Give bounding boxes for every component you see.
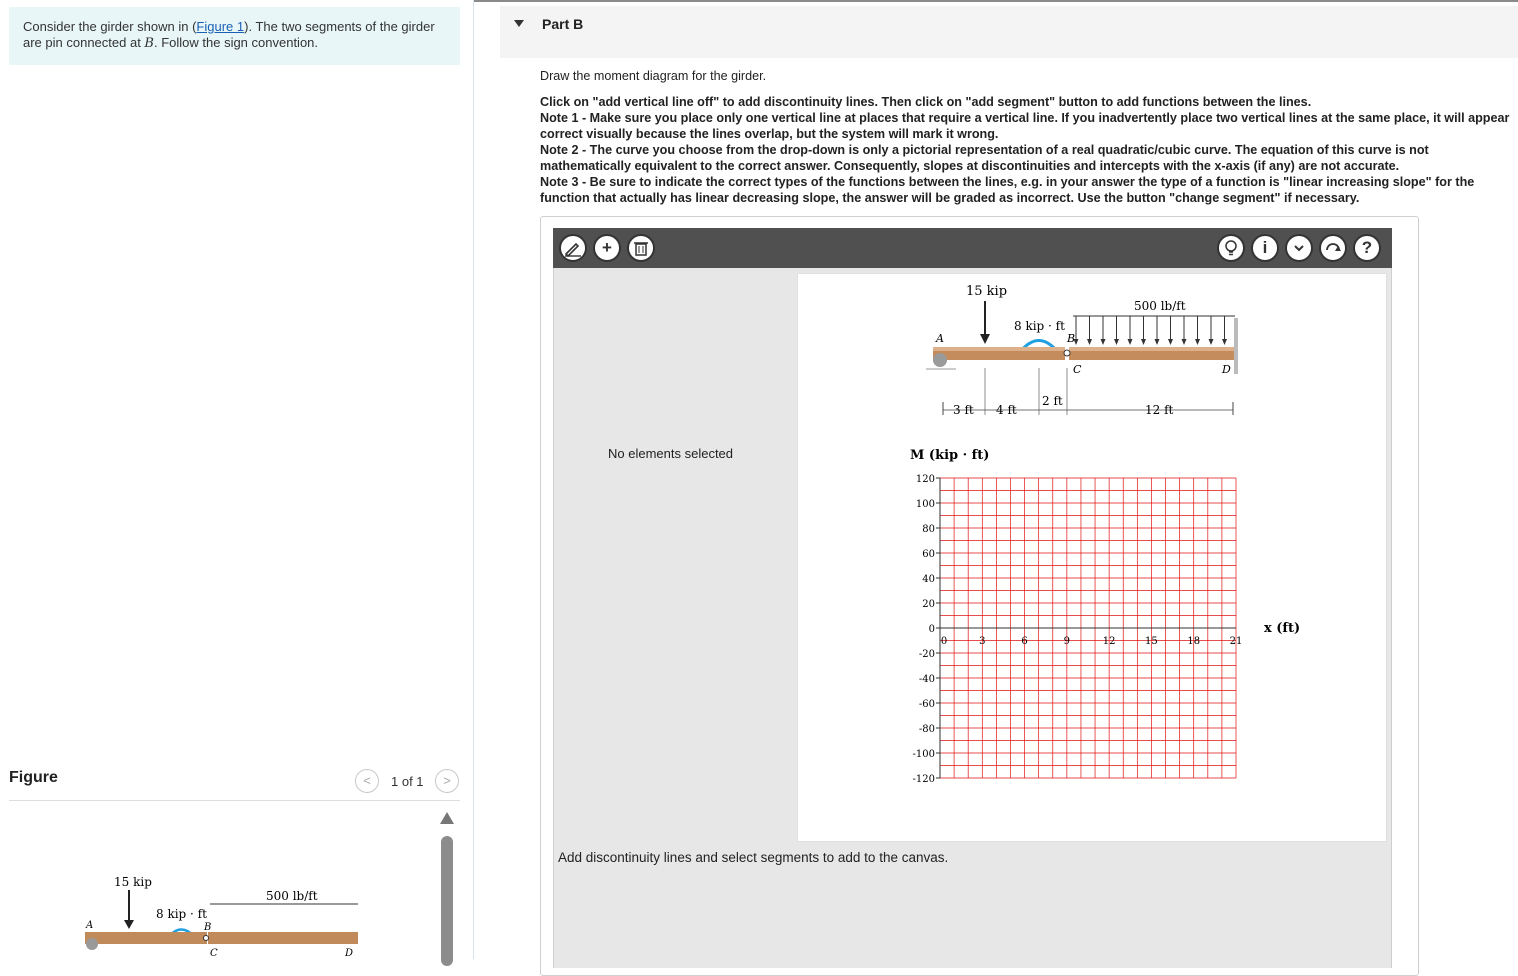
thumb-segment-bd — [208, 932, 358, 944]
intro-text: Consider the girder shown in ( — [23, 19, 197, 34]
girder-figure — [926, 284, 1238, 417]
reset-icon[interactable] — [1319, 234, 1347, 262]
left-panel — [0, 0, 474, 959]
lightbulb-icon[interactable] — [1217, 234, 1245, 262]
help-icon[interactable]: ? — [1353, 234, 1381, 262]
drawing-canvas[interactable] — [797, 273, 1387, 842]
figure-title: Figure — [9, 769, 58, 786]
y-tick-label: -120 — [912, 774, 935, 785]
dim-3ft: 3 ft — [953, 403, 974, 417]
instruction-list — [540, 94, 1512, 206]
thumb-segment-ab — [85, 932, 207, 944]
instruction-1: Click on "add vertical line off" to add discontinuity lines. Then click on "add segment" button to add functions between the lines. — [540, 95, 1312, 109]
thumb-support-a — [86, 938, 98, 950]
pin-b — [1064, 350, 1070, 356]
figure-counter: 1 of 1 — [391, 774, 424, 789]
info-icon[interactable]: i — [1251, 234, 1279, 262]
y-tick-label: 100 — [915, 499, 935, 510]
trash-icon[interactable] — [627, 234, 655, 262]
y-tick-label: 20 — [922, 599, 935, 610]
figure-thumbnail — [60, 870, 390, 959]
x-tick-label: 21 — [1229, 636, 1243, 647]
udl-arrowhead — [1195, 339, 1200, 345]
dim-2ft: 2 ft — [1042, 394, 1063, 408]
x-tick-label: 12 — [1102, 636, 1116, 647]
point-load-label: 15 kip — [966, 284, 1008, 299]
part-label: Part B — [542, 16, 584, 32]
thumb-pin — [204, 936, 209, 941]
graph-xlabel: x (ft) — [1264, 621, 1301, 636]
scrollbar-thumb[interactable] — [441, 836, 453, 966]
selection-status: No elements selected — [608, 446, 734, 461]
intro-text-3: . Follow the sign convention. — [153, 35, 319, 50]
x-tick-label: 0 — [940, 636, 948, 647]
thumb-label-a: A — [86, 920, 94, 931]
thumb-label-c: C — [210, 948, 218, 959]
segment-bd-highlight — [1069, 347, 1234, 351]
udl-arrowhead — [1168, 339, 1173, 345]
x-tick-label: 18 — [1187, 636, 1201, 647]
intro-text-2: ). The two segments of the girder are pin connected at — [23, 19, 435, 50]
drawing-toolbar — [553, 228, 1392, 268]
udl-arrowhead — [1128, 339, 1133, 345]
y-tick-label: 0 — [928, 624, 935, 635]
figure-pager — [355, 769, 460, 793]
canvas-status: Add discontinuity lines and select segments to add to the canvas. — [558, 850, 949, 865]
collapse-caret-icon[interactable] — [514, 20, 524, 27]
label-d: D — [1222, 363, 1231, 376]
graph-grid — [940, 478, 1236, 778]
thumb-couple-label: 8 kip · ft — [156, 907, 207, 921]
y-tick-label: -60 — [918, 699, 935, 710]
figure-divider — [9, 800, 460, 801]
y-tick-label: 40 — [922, 574, 935, 585]
top-border — [474, 0, 1518, 2]
udl-arrowhead — [1182, 339, 1187, 345]
part-header[interactable] — [500, 6, 1518, 58]
udl-arrowhead — [1155, 339, 1160, 345]
thumb-label-d: D — [345, 948, 354, 959]
canvas-svg — [798, 274, 1388, 843]
graph-ylabel: M (kip · ft) — [910, 448, 990, 463]
thumb-dist-label: 500 lb/ft — [266, 889, 318, 903]
distributed-load-label: 500 lb/ft — [1134, 299, 1186, 313]
label-a: A — [936, 332, 944, 345]
pencil-line-icon[interactable] — [559, 234, 587, 262]
dim-12ft: 12 ft — [1145, 403, 1174, 417]
prompt: Draw the moment diagram for the girder. — [540, 69, 767, 83]
y-tick-label: -80 — [918, 724, 935, 735]
wall-support-d — [1234, 318, 1238, 374]
udl-arrowhead — [1209, 339, 1214, 345]
thumb-label-b: B — [204, 922, 212, 933]
support-a — [933, 353, 947, 367]
label-c: C — [1073, 363, 1082, 376]
instruction-3: Note 2 - The curve you choose from the drop-down is only a pictorial representation of a real quadratic/cubic curve. The equation of this curve is not mathematically equivalent to the correct answer. Consequently, slopes at discontinuities and intercepts with the x-axis (if any) are not accurate. — [540, 143, 1429, 173]
thumb-arrow-head — [124, 920, 134, 929]
y-tick-label: -20 — [918, 649, 935, 660]
x-tick-label: 15 — [1145, 636, 1158, 647]
figure-link[interactable]: Figure 1 — [196, 19, 245, 34]
x-tick-label: 6 — [1021, 636, 1028, 647]
instruction-2: Note 1 - Make sure you place only one vertical line at places that require a vertical line. If you inadvertently place two vertical lines at the same place, it will appear correct visually because the lines overlap, but the system will mark it wrong. — [540, 111, 1510, 141]
udl-arrowhead — [1141, 339, 1146, 345]
point-load-arrowhead — [980, 334, 990, 344]
label-b: B — [1067, 332, 1076, 345]
add-segment-button[interactable]: + — [593, 234, 621, 262]
y-tick-label: -40 — [918, 674, 935, 685]
problem-statement — [9, 7, 460, 65]
udl-arrowhead — [1114, 339, 1119, 345]
pin-point-label: B — [144, 36, 154, 51]
chevron-down-icon[interactable] — [1285, 234, 1313, 262]
udl-arrowhead — [1222, 339, 1227, 345]
next-figure-button[interactable]: > — [435, 769, 459, 793]
prev-figure-button[interactable]: < — [355, 769, 379, 793]
scroll-up-arrow[interactable] — [440, 812, 454, 824]
udl-arrowhead — [1087, 339, 1092, 345]
x-tick-label: 3 — [979, 636, 986, 647]
graph-y-ticks — [913, 474, 940, 785]
thumb-load-label: 15 kip — [114, 875, 152, 889]
dim-4ft: 4 ft — [996, 403, 1017, 417]
instruction-4: Note 3 - Be sure to indicate the correct types of the functions between the lines, e.g. in your answer the type of a function is "linear increasing slope" for the function that actually has linear decreasing slope, the answer will be graded as incorrect. Use the button "change segment" if necessary. — [540, 175, 1475, 205]
couple-label: 8 kip · ft — [1014, 319, 1065, 333]
y-tick-label: 120 — [915, 474, 935, 485]
graph-x-ticks — [941, 636, 1243, 647]
segment-ab-highlight — [933, 347, 1065, 351]
x-tick-label: 9 — [1063, 636, 1071, 647]
distributed-load-arrows — [1074, 316, 1228, 345]
y-tick-label: 60 — [922, 549, 935, 560]
y-tick-label: 80 — [922, 524, 935, 535]
y-tick-label: -100 — [912, 749, 935, 760]
instructions — [540, 68, 1512, 206]
udl-arrowhead — [1101, 339, 1106, 345]
